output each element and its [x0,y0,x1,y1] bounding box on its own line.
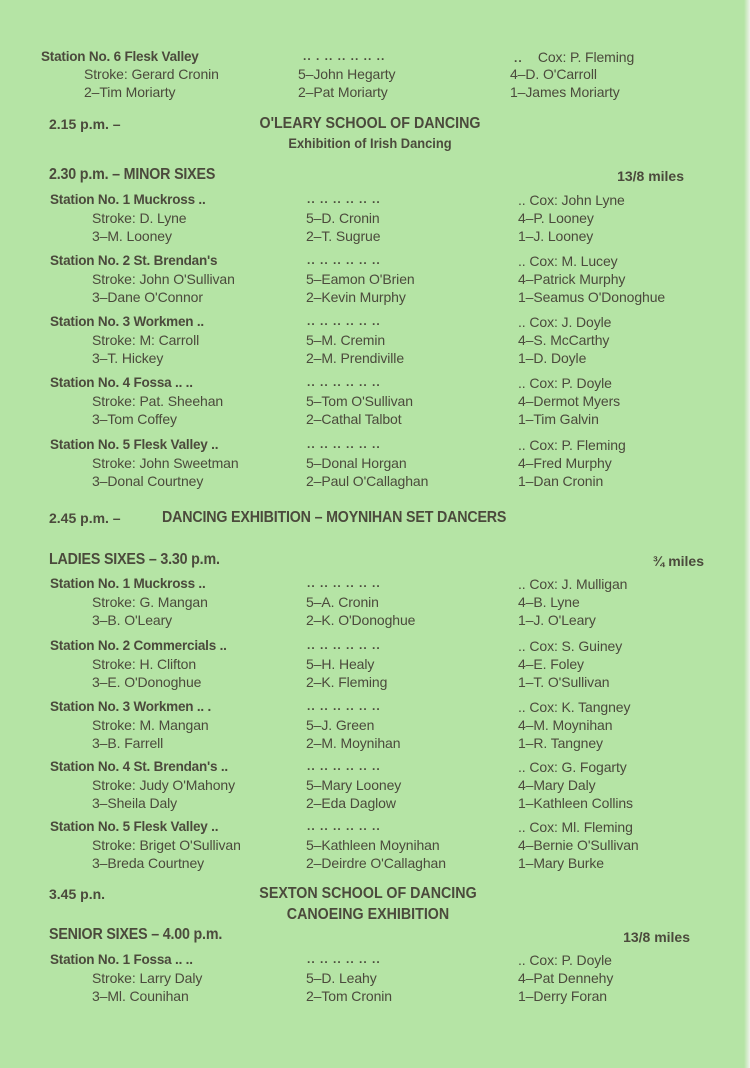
dot-leader: .. .. .. .. .. .. [307,699,381,713]
crew-seat-5: 5–J. Green [306,717,375,733]
crew-seat-1: 1–J. Looney [518,228,594,244]
crew-seat-3: 3–B. Farrell [92,735,164,751]
dot-leader: .. .. .. .. .. .. [307,759,381,773]
crew-seat-2: 2–Pat Moriarty [298,84,388,100]
station-title: Station No. 3 Workmen .. [50,314,204,329]
crew-stroke: Stroke: D. Lyne [92,210,187,226]
crew-seat-3: 2–Tim Moriarty [84,84,176,100]
station-title: Station No. 3 Workmen .. . [50,699,212,714]
crew-seat-5: 5–Tom O'Sullivan [306,393,413,409]
crew-seat-5: 5–Eamon O'Brien [306,271,415,287]
dot-leader: .. .. .. .. .. .. [307,819,381,833]
crew-seat-2: 2–K. O'Donoghue [306,612,416,628]
crew-seat-5: 5–D. Leahy [306,970,377,986]
crew-stroke: Stroke: John Sweetman [92,455,239,471]
crew-seat-4: 4–Pat Dennehy [518,970,614,986]
race-distance: ¾ miles [652,553,704,569]
cox-name: .. Cox: G. Fogarty [518,759,627,775]
crew-seat-3: 3–Dane O'Connor [92,289,203,305]
crew-seat-4: 4–M. Moynihan [518,717,613,733]
crew-seat-1: 1–Kathleen Collins [518,795,633,811]
crew-seat-1: 1–Seamus O'Donoghue [518,289,666,305]
crew-seat-3: 3–T. Hickey [92,350,164,366]
event-time: 2.15 p.m. – [49,116,121,132]
race-heading: LADIES SIXES – 3.30 p.m. [49,551,220,568]
crew-seat-3: 3–Tom Coffey [92,411,177,427]
crew-seat-1: 1–Mary Burke [518,855,604,871]
crew-seat-5: 5–Mary Looney [306,777,402,793]
event-time: 3.45 p.n. [49,886,106,902]
dot-leader: .. .. .. .. .. .. [307,253,381,267]
crew-seat-4: 4–P. Looney [518,210,594,226]
cox-name: .. Cox: J. Doyle [518,314,612,330]
cox-name: .. Cox: P. Fleming [518,437,626,453]
cox-name: .. Cox: P. Doyle [518,375,612,391]
crew-stroke: Stroke: Judy O'Mahony [92,777,235,793]
event-title: O'LEARY SCHOOL OF DANCING [259,115,481,132]
station-title: Station No. 1 Fossa .. .. [50,952,193,967]
page-edge [744,0,750,1068]
race-heading: 2.30 p.m. – MINOR SIXES [49,166,216,183]
station-title: Station No. 4 St. Brendan's .. [50,759,228,774]
crew-seat-2: 2–M. Prendiville [306,350,404,366]
crew-seat-5: 5–Donal Horgan [306,455,407,471]
crew-stroke: Stroke: Briget O'Sullivan [92,837,241,853]
crew-seat-4: 4–S. McCarthy [518,332,610,348]
event-title: SEXTON SCHOOL OF DANCING [259,885,477,902]
crew-seat-5: 5–A. Cronin [306,594,379,610]
dot-leader: .. . .. .. .. .. .. [303,49,386,63]
crew-seat-4: 4–Mary Daly [518,777,596,793]
race-distance: 13/8 miles [617,168,684,184]
crew-stroke: Stroke: Larry Daly [92,970,203,986]
crew-seat-4: 4–Dermot Myers [518,393,621,409]
race-heading: SENIOR SIXES – 4.00 p.m. [49,926,223,943]
crew-seat-4: 4–E. Foley [518,656,584,672]
crew-seat-4: 4–B. Lyne [518,594,580,610]
station-title: Station No. 2 Commercials .. [50,638,227,653]
crew-seat-3: 3–Donal Courtney [92,473,204,489]
crew-seat-1: 1–Dan Cronin [518,473,604,489]
crew-stroke: Stroke: M: Carroll [92,332,200,348]
cox-name: .. Cox: P. Fleming [514,49,635,65]
station-title: Station No. 1 Muckross .. [50,576,206,591]
crew-stroke: Stroke: G. Mangan [92,594,208,610]
crew-stroke: Stroke: Pat. Sheehan [92,393,224,409]
crew-seat-1: 1–J. O'Leary [518,612,596,628]
crew-seat-3: 3–Sheila Daly [92,795,178,811]
cox-name: .. Cox: M. Lucey [518,253,618,269]
crew-stroke: Stroke: M. Mangan [92,717,209,733]
crew-seat-5: 5–D. Cronin [306,210,380,226]
cox-name: .. Cox: P. Doyle [518,952,612,968]
crew-seat-5: 5–M. Cremin [306,332,386,348]
cox-name: .. Cox: John Lyne [518,192,625,208]
crew-seat-1: 1–D. Doyle [518,350,587,366]
dot-leader: .. .. .. .. .. .. [307,314,381,328]
dot-leader: .. .. .. .. .. .. [307,437,381,451]
station-title: Station No. 4 Fossa .. .. [50,375,193,390]
crew-seat-2: 2–Kevin Murphy [306,289,406,305]
dot-leader: .. .. .. .. .. .. [307,192,381,206]
crew-seat-1: 1–Tim Galvin [518,411,599,427]
race-distance: 13/8 miles [623,929,690,945]
crew-stroke: Stroke: Gerard Cronin [84,66,219,82]
event-title: DANCING EXHIBITION – MOYNIHAN SET DANCERS [162,509,507,526]
cox-name: .. Cox: J. Mulligan [518,576,628,592]
station-title: Station No. 5 Flesk Valley .. [50,437,219,452]
crew-seat-4: 4–Bernie O'Sullivan [518,837,639,853]
crew-seat-4: 4–Fred Murphy [518,455,612,471]
crew-stroke: Stroke: John O'Sullivan [92,271,235,287]
station-title: Station No. 1 Muckross .. [50,192,206,207]
crew-stroke: Stroke: H. Clifton [92,656,197,672]
crew-seat-2: 2–Tom Cronin [306,988,392,1004]
station-title: Station No. 5 Flesk Valley .. [50,819,219,834]
crew-seat-1: 1–Derry Foran [518,988,607,1004]
crew-seat-5: 5–Kathleen Moynihan [306,837,440,853]
crew-seat-2: 2–M. Moynihan [306,735,401,751]
dot-leader: .. .. .. .. .. .. [307,638,381,652]
crew-seat-5: 5–H. Healy [306,656,375,672]
cox-name: .. Cox: S. Guiney [518,638,623,654]
crew-seat-3: 3–B. O'Leary [92,612,173,628]
dot-leader: .. .. .. .. .. .. [307,375,381,389]
crew-seat-2: 2–Deirdre O'Callaghan [306,855,446,871]
crew-seat-5: 5–John Hegarty [298,66,396,82]
crew-seat-1: 1–James Moriarty [510,84,620,100]
crew-seat-2: 2–K. Fleming [306,674,388,690]
event-time: 2.45 p.m. – [49,510,121,526]
station-title: Station No. 6 Flesk Valley [41,49,199,64]
dot-leader: .. .. .. .. .. .. [307,952,381,966]
crew-seat-1: 1–R. Tangney [518,735,603,751]
station-title: Station No. 2 St. Brendan's [50,253,218,268]
crew-seat-2: 2–T. Sugrue [306,228,381,244]
crew-seat-2: 2–Eda Daglow [306,795,396,811]
crew-seat-3: 3–Ml. Counihan [92,988,189,1004]
event-subtitle: CANOEING EXHIBITION [286,906,450,923]
crew-seat-3: 3–M. Looney [92,228,172,244]
crew-seat-1: 1–T. O'Sullivan [518,674,610,690]
crew-seat-3: 3–Breda Courtney [92,855,205,871]
cox-name: .. Cox: Ml. Fleming [518,819,633,835]
crew-seat-4: 4–D. O'Carroll [510,66,597,82]
crew-seat-4: 4–Patrick Murphy [518,271,626,287]
dot-leader: .. .. .. .. .. .. [307,576,381,590]
crew-seat-2: 2–Cathal Talbot [306,411,402,427]
crew-seat-3: 3–E. O'Donoghue [92,674,202,690]
cox-name: .. Cox: K. Tangney [518,699,631,715]
event-subtitle: Exhibition of Irish Dancing [288,135,452,151]
crew-seat-2: 2–Paul O'Callaghan [306,473,429,489]
